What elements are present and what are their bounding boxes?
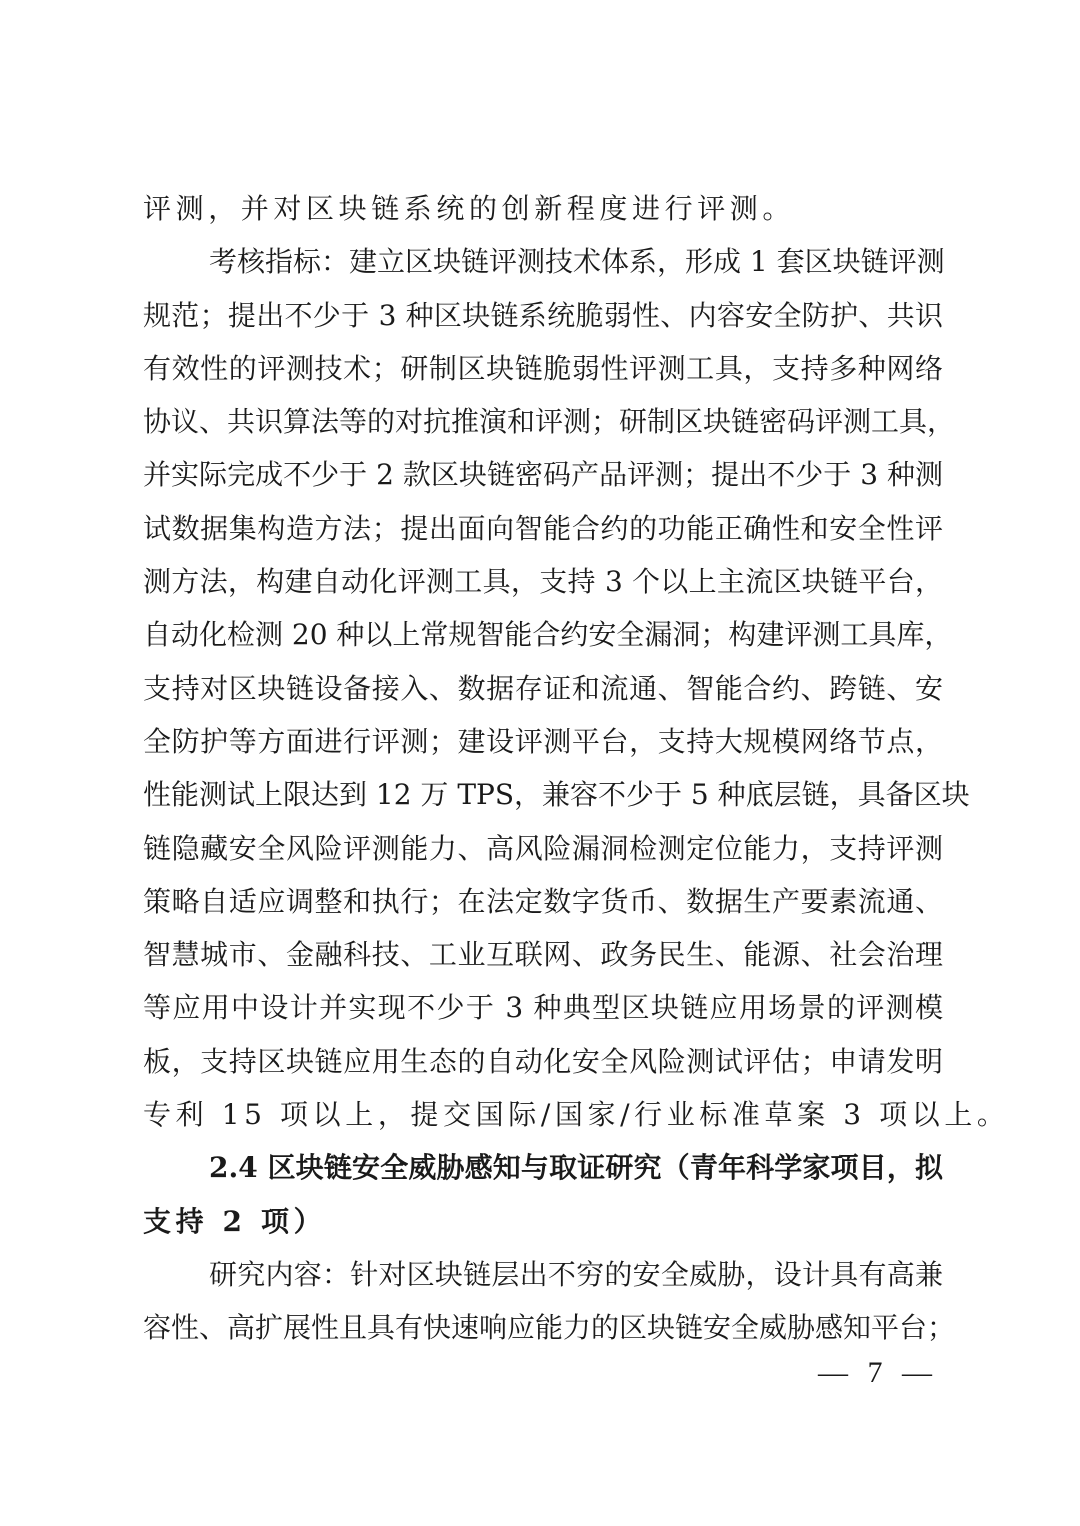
text-line: 容性、高扩展性且具有快速响应能力的区块链安全威胁感知平台； xyxy=(143,1311,956,1345)
text-line: 策略自适应调整和执行；在法定数字货币、数据生产要素流通、 xyxy=(143,884,943,918)
text-line: 并实际完成不少于 2 款区块链密码产品评测；提出不少于 3 种测 xyxy=(143,458,943,492)
text-line: 评测，并对区块链系统的创新程度进行评测。 xyxy=(143,192,796,225)
text-line: 智慧城市、金融科技、工业互联网、政务民生、能源、社会治理 xyxy=(143,938,943,972)
page-number: — 7 — xyxy=(818,1356,938,1389)
text-line: 自动化检测 20 种以上常规智能合约安全漏洞；构建评测工具库， xyxy=(143,618,953,652)
text-line: 专利 15 项以上，提交国际/国家/行业标准草案 3 项以上。 xyxy=(143,1098,1010,1132)
document-page xyxy=(143,182,1010,1355)
text-line: 链隐藏安全风险评测能力、高风险漏洞检测定位能力，支持评测 xyxy=(143,831,943,865)
text-line: 协议、共识算法等的对抗推演和评测；研制区块链密码评测工具， xyxy=(143,405,956,439)
section-heading-continued: 支持 2 项） xyxy=(143,1204,327,1238)
text-line: 支持对区块链设备接入、数据存证和流通、智能合约、跨链、安 xyxy=(143,671,943,705)
text-line: 全防护等方面进行评测；建设评测平台，支持大规模网络节点， xyxy=(143,724,943,758)
section-heading: 2.4 区块链安全威胁感知与取证研究（青年科学家项目，拟 xyxy=(209,1151,943,1185)
text-line: 性能测试上限达到 12 万 TPS，兼容不少于 5 种底层链，具备区块 xyxy=(143,778,970,812)
text-line: 等应用中设计并实现不少于 3 种典型区块链应用场景的评测模 xyxy=(143,991,943,1025)
text-line: 有效性的评测技术；研制区块链脆弱性评测工具，支持多种网络 xyxy=(143,351,943,385)
text-line: 板，支持区块链应用生态的自动化安全风险测试评估；申请发明 xyxy=(143,1044,943,1078)
text-line: 试数据集构造方法；提出面向智能合约的功能正确性和安全性评 xyxy=(143,511,943,545)
text-line: 测方法，构建自动化评测工具，支持 3 个以上主流区块链平台， xyxy=(143,565,943,599)
text-line: 研究内容：针对区块链层出不穷的安全威胁，设计具有高兼 xyxy=(209,1257,943,1291)
text-line: 规范；提出不少于 3 种区块链系统脆弱性、内容安全防护、共识 xyxy=(143,298,943,332)
text-line: 考核指标：建立区块链评测技术体系，形成 1 套区块链评测 xyxy=(209,245,945,279)
